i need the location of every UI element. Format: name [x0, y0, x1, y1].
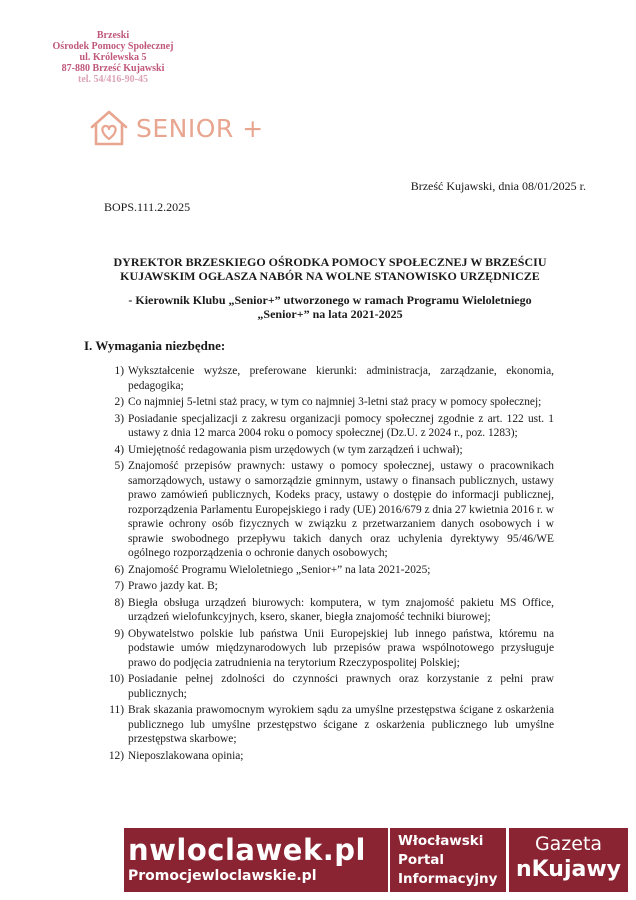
- watermark-site-link[interactable]: nwloclawek.pl: [128, 833, 366, 867]
- position-title: [70, 293, 590, 321]
- title-line: DYREKTOR BRZESKIEGO OŚRODKA POMOCY SPOŁECZNEJ W BRZEŚCIU: [113, 255, 547, 269]
- subtitle-line: - Kierownik Klubu „Senior+” utworzonego w ramach Programu Wieloletniego: [128, 293, 532, 307]
- requirement-item: [102, 443, 554, 458]
- requirement-item: [102, 579, 554, 594]
- subtitle-line: „Senior+” na lata 2021-2025: [257, 307, 403, 321]
- place-and-date: Brześć Kujawski, dnia 08/01/2025 r.: [410, 179, 586, 193]
- house-heart-icon: [88, 108, 130, 148]
- stamp-line: tel. 54/416-90-45: [78, 74, 148, 85]
- watermark-portal: [388, 828, 506, 892]
- item-text: Brak skazania prawomocnym wyrokiem sądu za umyślne przestępstwa ścigane z oskarżenia publicznego lub umyślne przestępstwo ścigane z oskarżenia publicznego lub umyślne przestępstwa skarbowe;: [128, 704, 554, 745]
- requirement-item: [102, 596, 554, 625]
- stamp-line: ul. Królewska 5: [79, 52, 147, 63]
- section-heading: I. Wymagania niezbędne:: [84, 338, 226, 353]
- item-number: 5): [114, 460, 124, 472]
- requirement-item: [102, 563, 554, 578]
- requirement-item: [102, 627, 554, 671]
- item-number: 1): [114, 365, 124, 377]
- watermark-sites: [124, 828, 388, 892]
- announcement-title: [70, 255, 590, 283]
- requirement-item: [102, 364, 554, 393]
- item-number: 6): [114, 563, 124, 576]
- item-text: Posiadanie pełnej zdolności do czynności prawnych oraz korzystanie z pełni praw publicznych;: [128, 673, 554, 700]
- item-number: 11): [109, 704, 124, 716]
- item-number: 7): [114, 580, 124, 592]
- requirement-item: [102, 672, 554, 701]
- item-text: Umiejętność redagowania pism urzędowych (w tym zarządzeń i uchwał);: [128, 443, 463, 456]
- gazeta-line: Gazeta: [534, 833, 603, 855]
- item-number: 3): [114, 412, 124, 425]
- item-number: 10): [108, 673, 124, 685]
- requirement-item: [102, 412, 554, 441]
- item-text: Biegła obsługa urządzeń biurowych: komputera, w tym znajomość pakietu MS Office, urządzeń wielofunkcyjnych, ksero, skaner, biegła znajomość techniki biurowej;: [128, 596, 554, 623]
- item-text: Znajomość Programu Wieloletniego „Senior+” na lata 2021-2025;: [128, 563, 431, 576]
- item-number: 12): [108, 749, 124, 762]
- stamp-line: Ośrodek Pomocy Społecznej: [52, 41, 174, 52]
- portal-line: Włocławski: [398, 833, 484, 849]
- requirement-item: [102, 703, 554, 747]
- item-text: Wykształcenie wyższe, preferowane kierunki: administracja, zarządzanie, ekonomia, pedagogika;: [128, 365, 554, 392]
- item-number: 2): [114, 396, 124, 408]
- requirements-list: [102, 364, 554, 765]
- watermark-banner: [124, 828, 628, 892]
- watermark-site2-link[interactable]: Promocjewloclawskie.pl: [128, 868, 317, 884]
- title-line: KUJAWSKIM OGŁASZA NABÓR NA WOLNE STANOWISKO URZĘDNICZE: [120, 269, 540, 283]
- watermark-gazeta: [506, 828, 628, 892]
- stamp-line: 87-880 Brześć Kujawski: [61, 63, 165, 74]
- item-text: Obywatelstwo polskie lub państwa Unii Europejskiej lub innego państwa, któremu na podstawie umów międzynarodowych lub przepisów prawa wspólnotowego przysługuje prawo do podjęcia zatrudnienia na terytorium Rzeczypospolitej Polskiej;: [128, 627, 554, 669]
- gazeta-line: nKujawy: [515, 857, 622, 882]
- portal-line: Portal: [398, 852, 445, 868]
- institution-stamp: [38, 30, 188, 85]
- logo-text: SENIOR +: [136, 113, 264, 143]
- senior-plus-logo: [88, 108, 264, 148]
- reference-number: BOPS.111.2.2025: [104, 200, 191, 214]
- requirement-item: [102, 395, 554, 410]
- item-text: Znajomość przepisów prawnych: ustawy o pomocy społecznej, ustawy o pracownikach samorządowych, ustawy o samorządzie gminnym, ustawy o finansach publicznych, ustawy prawo zamówień publicznych, Kodeks pracy, ustawy o dostępie do informacji publicznej, rozporządzenia Parlamentu Europejskiego i rady (UE) 2016/679 z dnia 27 kwietnia 2016 r. w sprawie ochrony osób fizycznych w związku z przetwarzaniem danych osobowych i w sprawie swobodnego przepływu takich danych oraz uchylenia dyrektywy 95/46/WE ogólnego rozporządzenia o ochronie danych osobowych;: [128, 460, 554, 559]
- item-text: Prawo jazdy kat. B;: [128, 580, 218, 592]
- item-text: Co najmniej 5-letni staż pracy, w tym co najmniej 3-letni staż pracy w pomocy społecznej;: [128, 396, 542, 408]
- requirement-item: [102, 749, 554, 764]
- item-number: 9): [114, 627, 124, 640]
- portal-line: Informacyjny: [398, 871, 498, 887]
- item-number: 8): [114, 596, 124, 609]
- item-text: Nieposzlakowana opinia;: [128, 749, 244, 762]
- requirement-item: [102, 459, 554, 561]
- item-text: Posiadanie specjalizacji z zakresu organizacji pomocy społecznej zgodnie z art. 122 ust. 1 ustawy z dnia 12 marca 2004 roku o pomocy społecznej (Dz.U. z 2024 r., poz. 1283);: [128, 412, 554, 439]
- item-number: 4): [114, 443, 124, 456]
- stamp-line: Brzeski: [96, 30, 130, 41]
